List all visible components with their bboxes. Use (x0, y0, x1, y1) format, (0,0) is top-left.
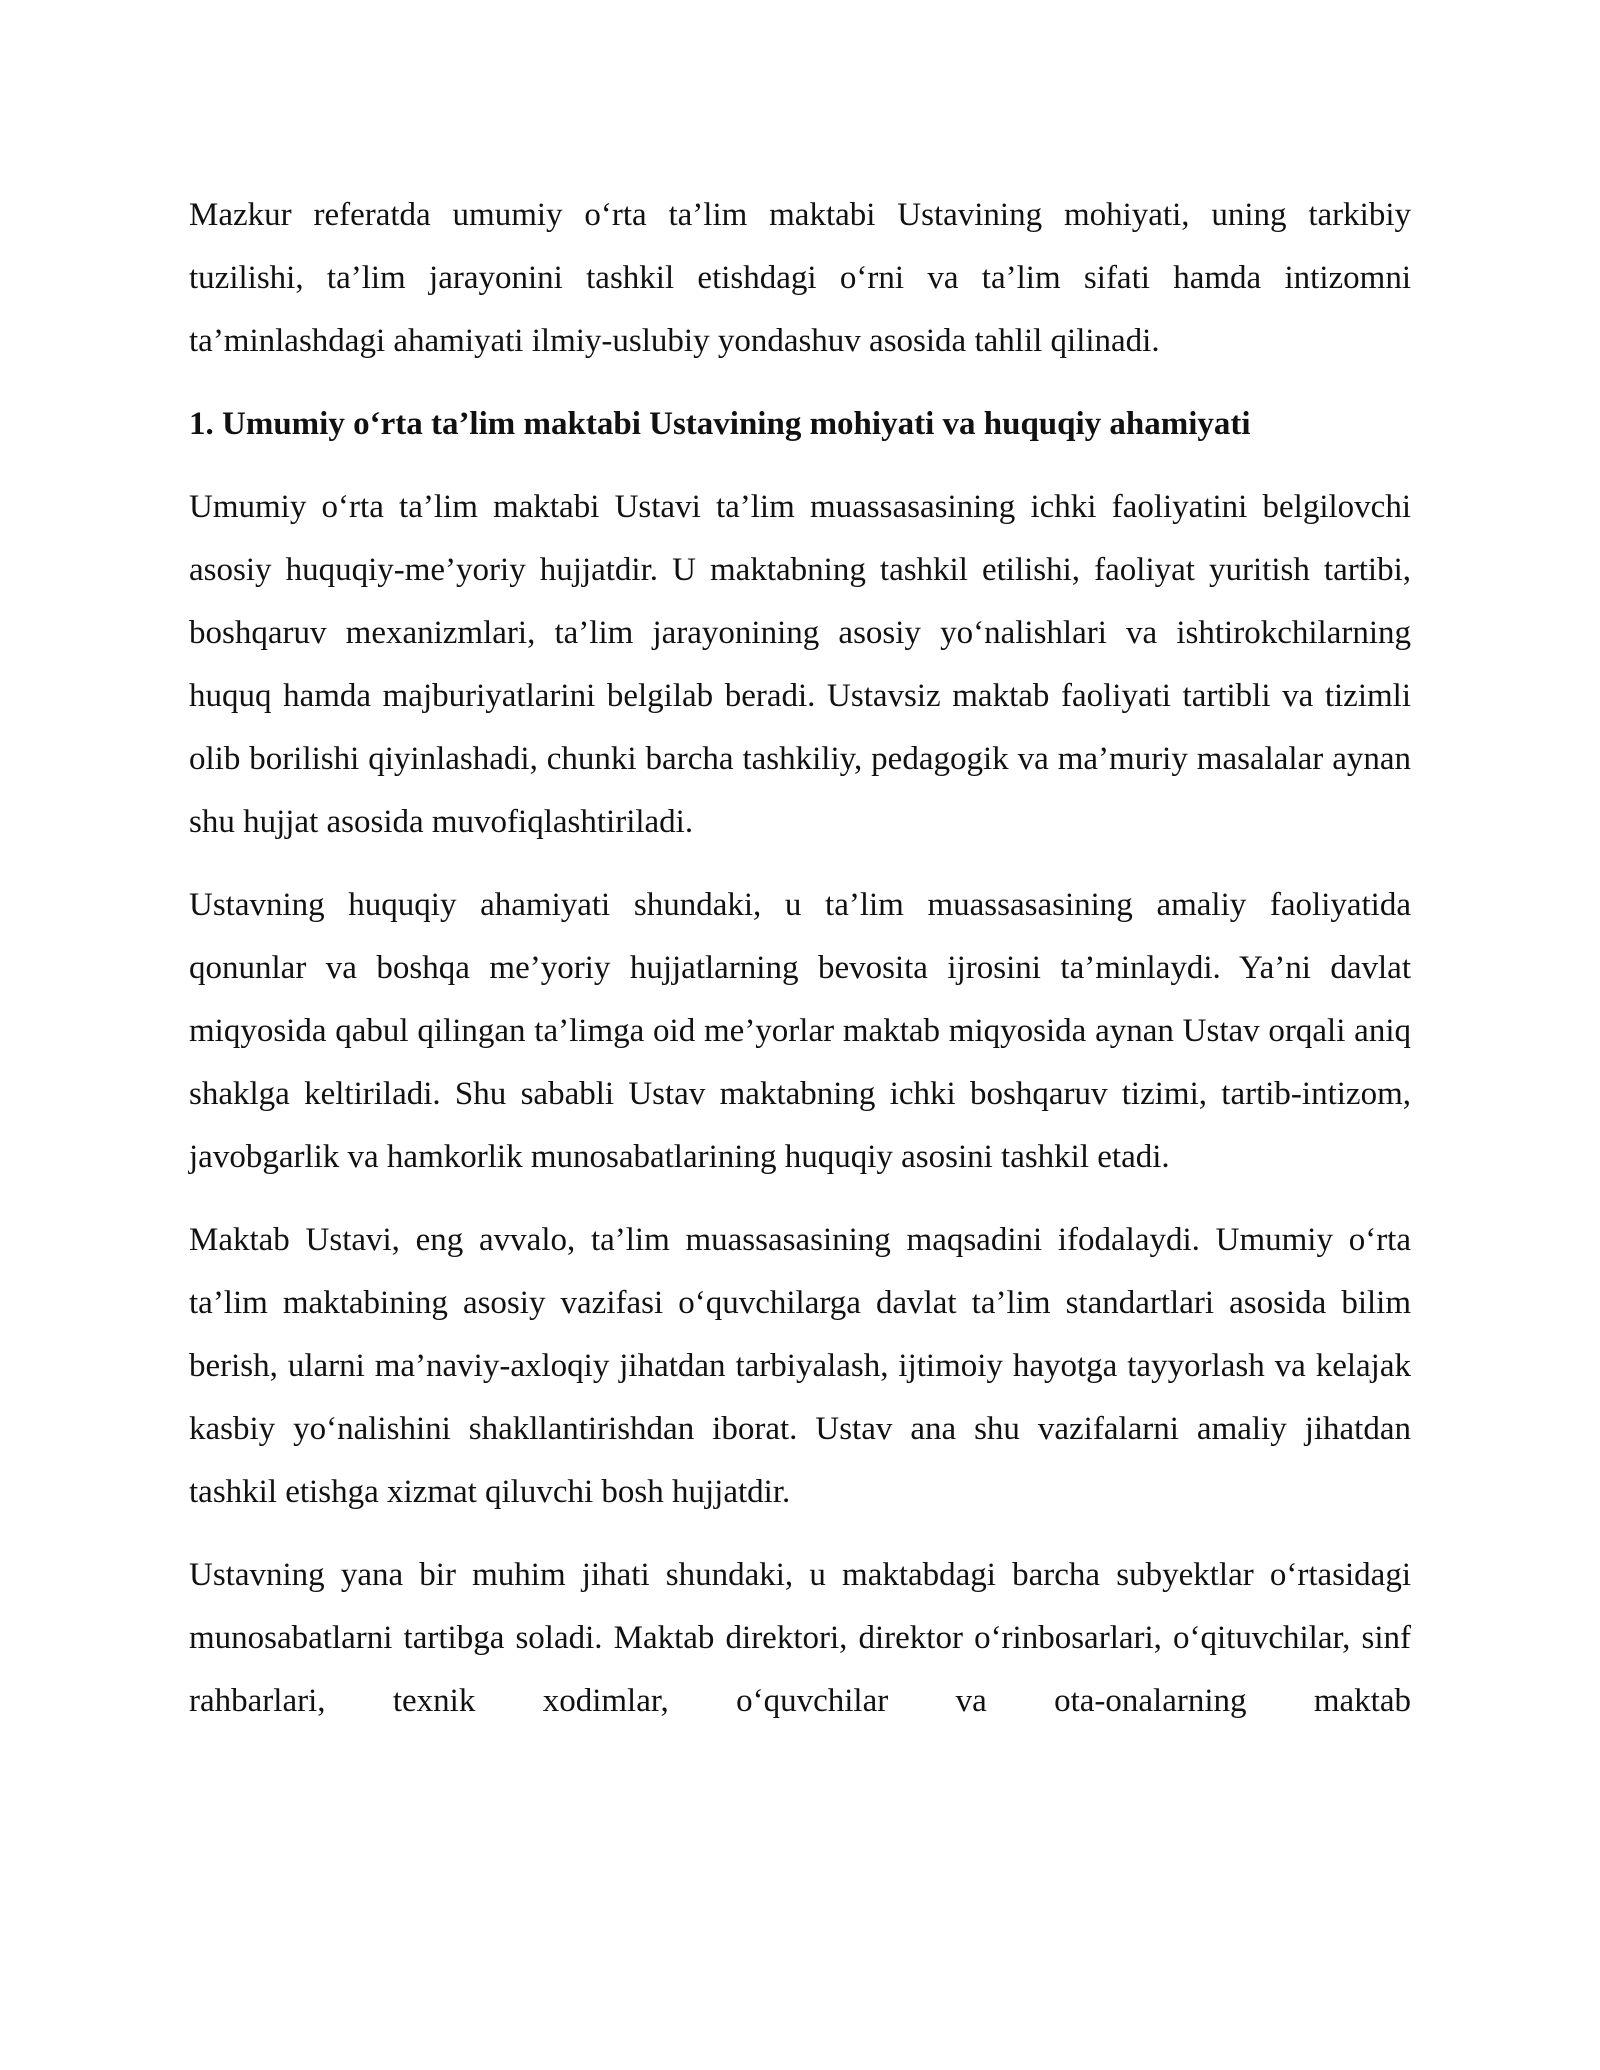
section-heading: 1. Umumiy o‘rta ta’lim maktabi Ustavining mohiyati va huquqiy ahamiyati (189, 406, 1251, 442)
body-paragraph: Umumiy o‘rta ta’lim maktabi Ustavi ta’lim muassasasining ichki faoliyatini belgilovchi asosiy huquqiy-me’yoriy hujjatdir. U maktabning tashkil etilishi, faoliyat yuritish tartibi, boshqaruv mexanizmlari, ta’lim jarayonining asosiy yo‘nalishlari va ishtirokchilarning huquq hamda majburiyatlarini belgilab beradi. Ustavsiz maktab faoliyati tartibli va tizimli olib borilishi qiyinlashadi, chunki barcha tashkiliy, pedagogik va ma’muriy masalalar aynan shu hujjat asosida muvofiqlashtiriladi. (189, 489, 1411, 840)
body-paragraph: Ustavning huquqiy ahamiyati shundaki, u ta’lim muassasasining amaliy faoliyatida qonunlar va boshqa me’yoriy hujjatlarning bevosita ijrosini ta’minlaydi. Ya’ni davlat miqyosida qabul qilingan ta’limga oid me’yorlar maktab miqyosida aynan Ustav orqali aniq shaklga keltiriladi. Shu sababli Ustav maktabning ichki boshqaruv tizimi, tartib-intizom, javobgarlik va hamkorlik munosabatlarining huquqiy asosini tashkil etadi. (189, 887, 1411, 1175)
body-paragraph: Maktab Ustavi, eng avvalo, ta’lim muassasasining maqsadini ifodalaydi. Umumiy o‘rta ta’lim maktabining asosiy vazifasi o‘quvchilarga davlat ta’lim standartlari asosida bilim berish, ularni ma’naviy-axloqiy jihatdan tarbiyalash, ijtimoiy hayotga tayyorlash va kelajak kasbiy yo‘nalishini shakllantirishdan iborat. Ustav ana shu vazifalarni amaliy jihatdan tashkil etishga xizmat qiluvchi bosh hujjatdir. (189, 1222, 1411, 1510)
intro-paragraph: Mazkur referatda umumiy o‘rta ta’lim maktabi Ustavining mohiyati, uning tarkibiy tuzilishi, ta’lim jarayonini tashkil etishdagi o‘rni va ta’lim sifati hamda intizomni ta’minlashdagi ahamiyati ilmiy-uslubiy yondashuv asosida tahlil qilinadi. (189, 197, 1411, 359)
document-body (189, 184, 1411, 1753)
body-paragraph: Ustavning yana bir muhim jihati shundaki, u maktabdagi barcha subyektlar o‘rtasidagi munosabatlarni tartibga soladi. Maktab direktori, direktor o‘rinbosarlari, o‘qituvchilar, sinf rahbarlari, texnik xodimlar, o‘quvchilar va ota-onalarning maktab (189, 1557, 1411, 1719)
